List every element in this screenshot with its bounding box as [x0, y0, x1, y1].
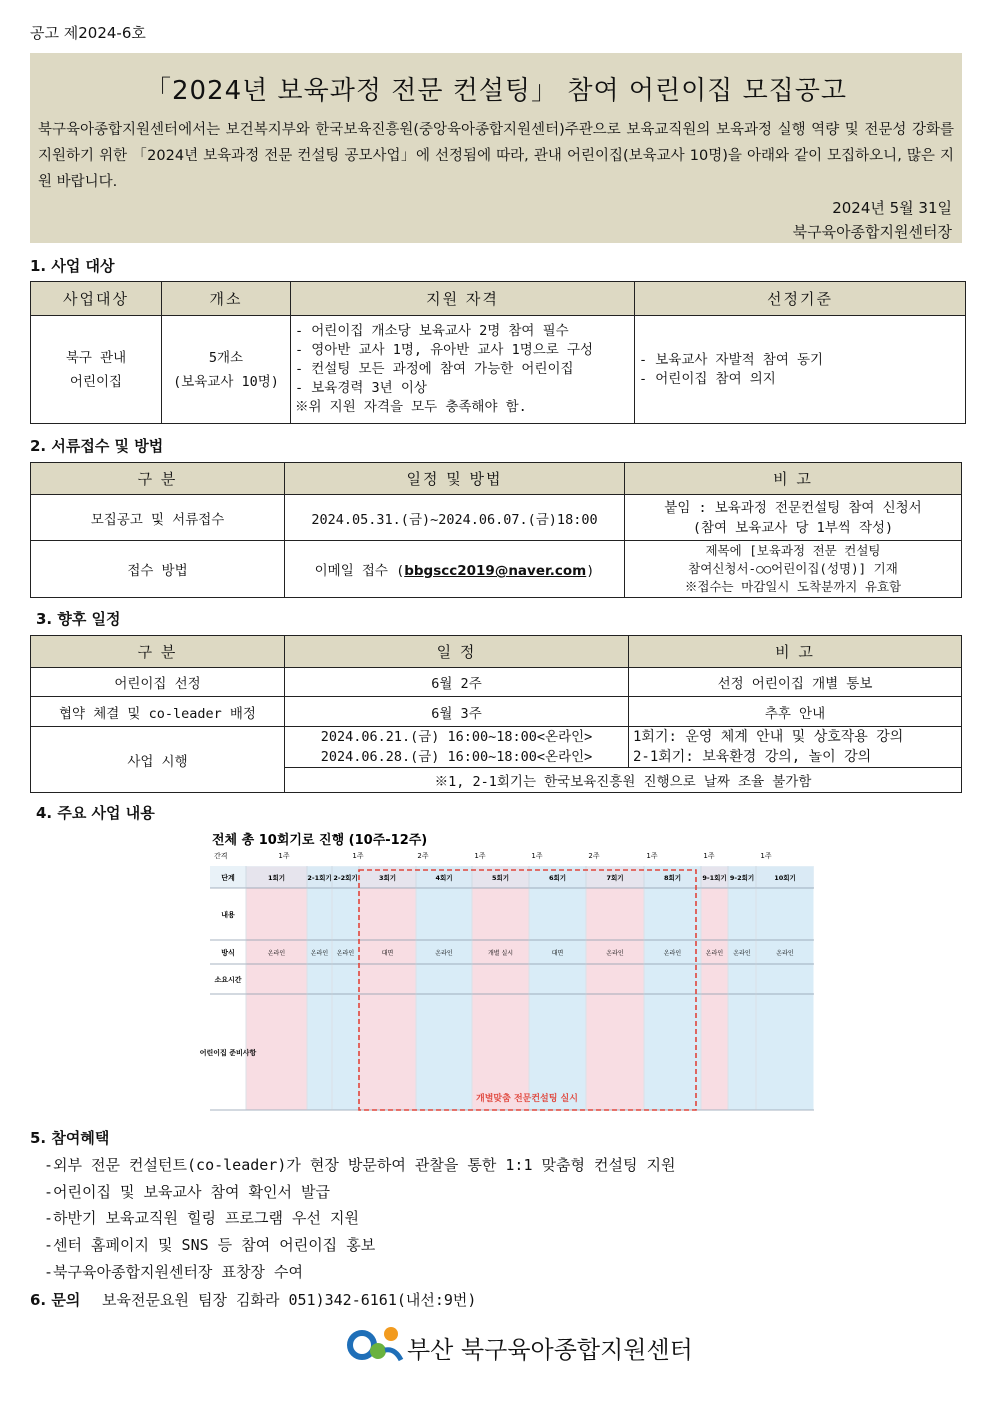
target-line: 북구 관내 — [65, 349, 127, 366]
schedule-table — [30, 635, 962, 793]
notice-number: 공고 제2024-6호 — [30, 24, 146, 42]
email-link[interactable]: bbgscc2019@naver.com — [404, 563, 587, 579]
interval-value: 1주 — [760, 852, 772, 860]
header-criteria: 선정기준 — [635, 282, 966, 316]
announcement-body: 북구육아종합지원센터에서는 보건복지부와 한국보육진흥원(중앙육아종합지원센터)주관으로 보육교직원의 보육과정 실행 역량 및 전문성 강화를 지원하기 위한 「2024년 보육과정 전문 컨설팅 공모사업」에 선정됨에 따라, 관내 어린이집(보육교사 10명)을 아래와 같이 모집하오니, 많은 지원 바랍니다. — [38, 122, 954, 190]
stage-column — [332, 866, 359, 1110]
header-category: 구 분 — [31, 463, 285, 495]
stage-column — [416, 866, 472, 1110]
interval-value: 1주 — [531, 852, 543, 860]
row-label: 협약 체결 및 co-leader 배정 — [31, 697, 285, 727]
note-line: 참여신청서-○○어린이집(성명)] 기재 — [688, 561, 898, 576]
header-qualification: 지원 자격 — [291, 282, 635, 316]
row-label: 소요시간 — [214, 976, 242, 984]
run-schedule — [285, 727, 629, 768]
announcement-org: 북구육아종합지원센터장 — [792, 223, 952, 241]
stage-column — [307, 866, 332, 1110]
stage-method: 온라인 — [776, 950, 794, 957]
stage-column — [756, 866, 814, 1110]
qualification-item: - 영아반 교사 1명, 유아반 교사 1명으로 구성 — [295, 342, 594, 358]
header-count: 개소 — [162, 282, 291, 316]
row-label: 모집공고 및 서류접수 — [31, 495, 285, 541]
row-label: 사업 시행 — [31, 727, 285, 793]
note-line: 2-1회기: 보육환경 강의, 놀이 강의 — [633, 749, 872, 765]
stage-method: 대면 — [381, 950, 394, 957]
stage-column — [644, 866, 701, 1110]
stage-name: 2-2회기 — [333, 874, 358, 882]
qualification-note: ※위 지원 자격을 모두 충족해야 함. — [295, 399, 527, 415]
application-table — [30, 462, 962, 598]
target-table — [30, 281, 966, 424]
stage-name: 2-1회기 — [307, 874, 332, 882]
stage-method: 온라인 — [705, 950, 724, 957]
stage-name: 6회기 — [548, 874, 567, 882]
count-line: (보육교사 10명) — [173, 373, 279, 390]
stage-method: 온라인 — [663, 950, 682, 957]
row-label: 단계 — [221, 874, 235, 882]
consulting-banner: 개별맞춤 전문컨설팅 실시 — [476, 1094, 578, 1104]
interval-value: 1주 — [352, 852, 364, 860]
header-schedule: 일 정 — [285, 636, 629, 668]
qualification-item: - 보육경력 3년 이상 — [295, 380, 427, 396]
benefit-item: -센터 홈페이지 및 SNS 등 참여 어린이집 홍보 — [44, 1236, 376, 1254]
qualification-cell — [291, 316, 635, 424]
stage-method: 대면 — [551, 950, 564, 957]
stage-name: 4회기 — [435, 874, 453, 882]
stage-method: 개별 실시 — [487, 950, 514, 957]
row-schedule: 6월 3주 — [285, 697, 629, 727]
stage-name: 9-1회기 — [702, 874, 727, 882]
stage-name: 7회기 — [606, 874, 624, 882]
logo-text: 부산 북구육아종합지원센터 — [407, 1336, 693, 1364]
run-footnote: ※1, 2-1회기는 한국보육진흥원 진행으로 날짜 조율 불가함 — [285, 768, 962, 793]
section6-title: 6. 문의 — [30, 1291, 81, 1309]
row-note: 추후 안내 — [629, 697, 962, 727]
note-line: 제목에 [보육과정 전문 컨설팅 — [705, 543, 881, 558]
logo-mark-icon — [345, 1320, 405, 1370]
stage-name: 1회기 — [267, 874, 286, 882]
run-note — [629, 727, 962, 768]
stage-name: 9-2회기 — [729, 874, 755, 882]
stage-name: 8회기 — [663, 874, 682, 882]
diagram-grid — [200, 851, 814, 1110]
stage-column — [701, 866, 728, 1110]
target-cell — [31, 316, 162, 424]
interval-value: 1주 — [646, 852, 658, 860]
note-line: 붙임 : 보육과정 전문컨설팅 참여 신청서 — [664, 499, 922, 516]
stage-name: 5회기 — [491, 874, 510, 882]
stage-method: 온라인 — [310, 950, 329, 957]
header-note: 비 고 — [629, 636, 962, 668]
row-note — [625, 541, 962, 598]
benefit-item: -북구육아종합지원센터장 표창장 수여 — [44, 1263, 303, 1281]
stage-name: 3회기 — [378, 874, 397, 882]
criteria-item: - 보육교사 자발적 참여 동기 — [639, 351, 824, 368]
diagram-heading: 전체 총 10회기로 진행 (10주-12주) — [212, 833, 428, 848]
method-prefix: 이메일 접수 ( — [314, 563, 405, 579]
row-schedule: 2024.05.31.(금)~2024.06.07.(금)18:00 — [285, 495, 625, 541]
section2-title: 2. 서류접수 및 방법 — [30, 437, 164, 455]
count-line: 5개소 — [208, 349, 244, 366]
center-logo — [345, 1320, 693, 1370]
row-label: 접수 방법 — [31, 541, 285, 598]
section3-title: 3. 향후 일정 — [36, 610, 121, 628]
row-note — [625, 495, 962, 541]
row-label: 방식 — [221, 949, 235, 957]
qualification-item: - 어린이집 개소당 보육교사 2명 참여 필수 — [295, 323, 569, 339]
row-schedule: 6월 2주 — [285, 668, 629, 697]
section1-title: 1. 사업 대상 — [30, 257, 115, 275]
schedule-line: 2024.06.21.(금) 16:00~18:00<온라인> — [320, 729, 593, 745]
note-line: 1회기: 운영 체계 안내 및 상호작용 강의 — [633, 729, 904, 745]
section5-title: 5. 참여혜택 — [30, 1129, 110, 1147]
contact-info: 보육전문요원 팀장 김화라 051)342-6161(내선:9번) — [102, 1291, 477, 1309]
row-label: 어린이집 선정 — [31, 668, 285, 697]
qualification-item: - 컨설팅 모든 과정에 참여 가능한 어린이집 — [295, 361, 574, 377]
page-title: 「2024년 보육과정 전문 컨설팅」 참여 어린이집 모집공고 — [144, 76, 848, 106]
stage-column — [246, 866, 307, 1110]
header-note: 비 고 — [625, 463, 962, 495]
criteria-cell — [635, 316, 966, 424]
stage-name: 10회기 — [774, 874, 796, 882]
row-method — [285, 541, 625, 598]
stage-method: 온라인 — [336, 950, 355, 957]
stage-column — [359, 866, 416, 1110]
header-box — [30, 53, 962, 243]
stage-column — [728, 866, 756, 1110]
benefit-item: -외부 전문 컨설턴트(co-leader)가 현장 방문하여 관찰을 통한 1:1 맞춤형 컨설팅 지원 — [44, 1156, 676, 1174]
criteria-item: - 어린이집 참여 의지 — [639, 370, 776, 387]
row-label: 내용 — [221, 911, 235, 919]
interval-value: 2주 — [417, 852, 429, 860]
target-line: 어린이집 — [69, 373, 123, 390]
note-line: ※접수는 마감일시 도착분까지 유효함 — [684, 579, 902, 594]
program-diagram — [199, 828, 815, 1113]
stage-method: 온라인 — [606, 950, 624, 957]
benefit-item: -하반기 보육교직원 힐링 프로그램 우선 지원 — [44, 1209, 360, 1227]
interval-value: 2주 — [588, 852, 600, 860]
program-diagram-svg — [199, 828, 815, 1113]
count-cell — [162, 316, 291, 424]
section4-title: 4. 주요 사업 내용 — [36, 804, 155, 822]
row-label: 어린이집 준비사항 — [199, 1049, 257, 1057]
header-schedule: 일정 및 방법 — [285, 463, 625, 495]
header-category: 구 분 — [31, 636, 285, 668]
interval-value: 1주 — [703, 852, 715, 860]
interval-value: 1주 — [278, 852, 290, 860]
stage-column — [586, 866, 644, 1110]
stage-method: 온라인 — [267, 950, 286, 957]
method-suffix: ) — [586, 563, 595, 579]
benefit-item: -어린이집 및 보육교사 참여 확인서 발급 — [44, 1183, 331, 1201]
interval-label: 간격 — [214, 852, 228, 860]
stage-method: 온라인 — [435, 950, 453, 957]
note-line: (참여 보육교사 당 1부씩 작성) — [692, 519, 894, 536]
stage-method: 온라인 — [733, 950, 751, 957]
stage-column — [529, 866, 586, 1110]
row-note: 선정 어린이집 개별 통보 — [629, 668, 962, 697]
announcement-date: 2024년 5월 31일 — [832, 199, 952, 217]
interval-value: 1주 — [474, 852, 486, 860]
header-target: 사업대상 — [31, 282, 162, 316]
stage-column — [472, 866, 529, 1110]
schedule-line: 2024.06.28.(금) 16:00~18:00<온라인> — [320, 749, 593, 765]
